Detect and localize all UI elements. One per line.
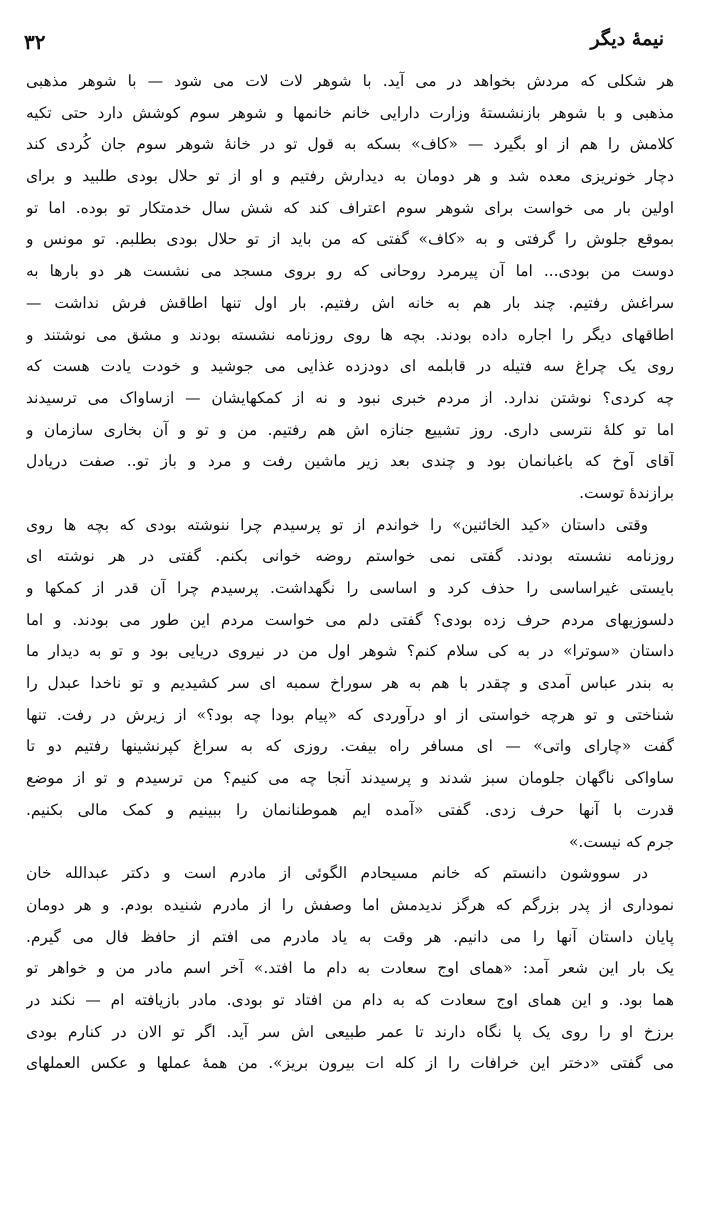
text-line: قدرت با آنها حرف زدی. گفتی «آمده ایم هموطنانمان را ببینیم و کمک مالی بکنیم.: [26, 800, 674, 819]
text-line: روی یک چراغ سه فتیله در قابلمه ای دودزده غذایی می جوشید و خودت یادت هست که: [26, 357, 674, 376]
paragraph-2: [26, 510, 674, 859]
body-text: [26, 66, 674, 1196]
text-line: اولین بار می خواست برای شوهر سوم اعتراف کند که شش سال خدمتکار تو بوده. اما تو: [26, 198, 674, 217]
text-line: گفت «چارای واتی» — ای مسافر راه بیفت. روزی که به سراغ کپرنشینها رفتیم دو تا: [26, 737, 674, 756]
text-line: اما تو کلهٔ نترسی داری. روز تشییع جنازه اش هم رفتیم. من و تو و آن بخاری سازمان و: [26, 420, 674, 439]
text-line: وقتی داستان «کید الخائنین» را خواندم از تو پرسیدم چرا ننوشته بودی که بچه ها روی: [26, 515, 648, 534]
text-line: هر شکلی که مردش بخواهد در می آید. با شوهر لات لات می شود — با شوهر مذهبی: [26, 72, 674, 90]
text-line: چه کردی؟ نوشتن ندارد. از مردم خبری نبود و نه از کمکهایشان — ازساواک می ترسیدند: [26, 388, 674, 407]
text-line: می گفتی «دختر این خرافات را از کله ات بیرون بریز». من همهٔ عملها و عکس العملهای: [26, 1054, 674, 1073]
page-header: [24, 28, 664, 58]
text-line: داستان «سوترا» در به کی سلام کنم؟ شوهر اول من در نیروی دریایی بود و تو به دیدار ما: [26, 642, 674, 661]
text-line: پایان داستان آنها را می دانیم. هر وقت به یاد مادرم می افتم از حافظ فال می گیرم.: [26, 927, 674, 946]
text-line: آقای آوخ که باغبانمان بود و چندی بعد زیر ماشین رفت و مرد و باز تو.. صفت دریادل: [26, 452, 674, 471]
text-line: به بندر عباس آمدی و چقدر با هم به هر سوراخ سمبه ای سر کشیدیم و تو ناخدا عبدل را: [26, 674, 674, 693]
text-line: برازندهٔ توست.: [579, 483, 674, 502]
text-line: اطاقهای دیگر را اجاره داده بودند. بچه ها روی روزنامه نشسته بودند و مشق می نوشتند و: [26, 325, 674, 344]
text-line: مذهبی و با شوهر بازنشستهٔ وزارت دارایی خانم خانمها و شوهر سوم کوشش دارد حتی تکیه: [26, 103, 674, 122]
text-line: در سووشون دانستم که خانم مسیحادم الگوئی از مادرم است و دکتر عبدالله خان: [26, 864, 648, 883]
text-line: بایستی غیراساسی را حذف کرد و اساسی را نگهداشت. پرسیدم چرا آن قدر از کمکها و: [26, 579, 674, 597]
text-line: بموقع جلوش را گرفتی و به «کاف» گفتی که من باید از تو حلال بودی بطلبم. تو مونس و: [26, 230, 674, 249]
page-number: ۳۲: [24, 30, 46, 54]
text-line: ساواکی ناگهان جلومان سبز شدند و پرسیدند آنجا چه می کنیم؟ من ترسیدم و تو از موضع: [26, 769, 674, 788]
paragraph-1: [26, 66, 674, 510]
paragraph-3: [26, 858, 674, 1080]
text-line: نموداری از پدر بزرگم که هرگز ندیدمش اما وصفش را از مادرم شنیده بودم. و هر دومان: [26, 895, 674, 914]
text-line: شناختی و تو هرچه خواستی از او درآوردی که «پیام بودا چه بود؟» از زیرش در رفت. تنها: [26, 705, 674, 724]
text-line: دوست من بودی... اما آن پیرمرد روحانی که رو بروی مسجد می نشست هر دو بارها به: [26, 262, 674, 281]
text-line: یک بار این شعر آمد: «همای اوج سعادت به دام ما افتد.» آخر اسم مادر من و خواهر تو: [26, 959, 674, 978]
text-line: دلسوزیهای مردم حرف زده بودی؟ گفتی دلم می خواست مردم این طور می بودند. و اما: [26, 610, 674, 629]
text-line: کلامش را هم از او بگیرد — «کاف» بسکه به قول تو در خانهٔ شوهر سوم جان کُردی کند: [26, 135, 674, 154]
text-line: روزنامه نشسته بودند. گفتی نمی خواستم روضه خوانی بکنم. گفتی در هر نوشته ای: [26, 547, 674, 566]
text-line: برزخ او را روی یک پا نگاه دارند تا عمر طبیعی اش سر آید. اگر تو الان در کنارم بودی: [26, 1022, 674, 1041]
text-line: جرم که نیست.»: [569, 832, 674, 851]
text-line: دچار خونریزی معده شد و هر دومان به دیدارش رفتیم و او از تو حلال بودی طلبید و برای: [26, 167, 674, 186]
text-line: هما بود. و این همای اوج سعادت که به دام من افتاد تو بودی. مادر بازیافته ام — نکند در: [26, 990, 674, 1009]
text-line: سراغش رفتیم. چند بار هم به خانه اش رفتیم. بار اول تنها اطاقش فرش نداشت —: [26, 293, 674, 312]
book-title: نیمهٔ دیگر: [590, 28, 664, 50]
